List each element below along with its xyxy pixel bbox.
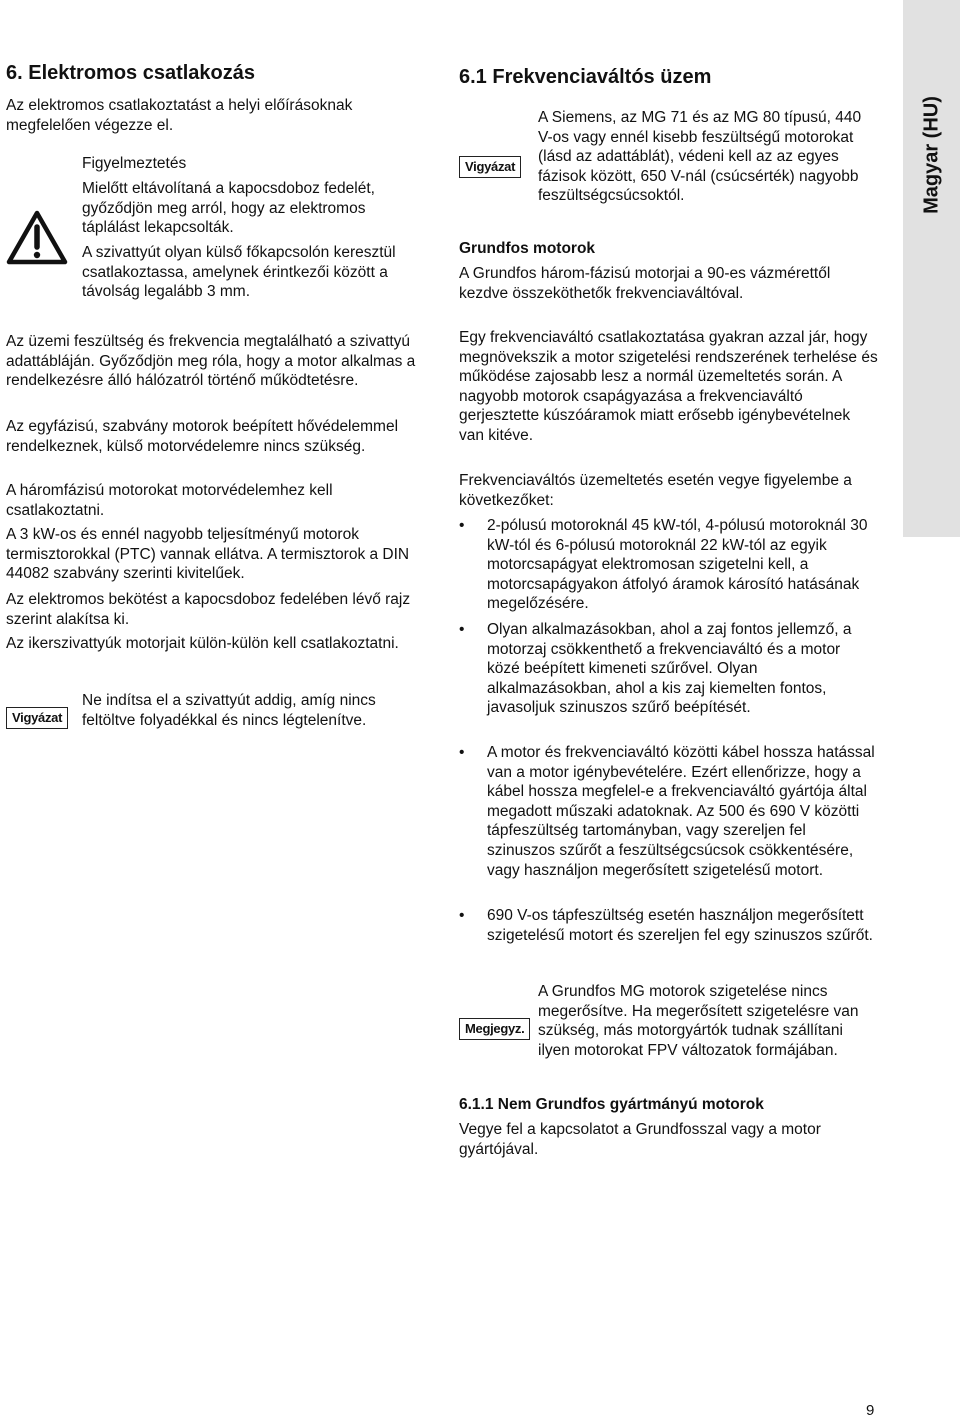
paragraph-twin-pump: Az ikerszivattyúk motorjait külön-külön kell csatlakoztatni. [6, 635, 399, 652]
warning-triangle-icon [6, 210, 68, 266]
intro-paragraph: Az elektromos csatlakoztatást a helyi előírásoknak megfelelően végezze el. [6, 97, 353, 134]
caution-tag-vfd: Vigyázat [459, 156, 521, 178]
paragraph-voltage: Az üzemi feszültség és frekvencia megtalálható a szivattyú adattábláján. Győződjön meg róla, hogy a motor alkalmas a rendelkezésre álló hálózatról történő működtetésre. [6, 333, 416, 390]
paragraph-contact: Vegye fel a kapcsolatot a Grundfosszal vagy a motor gyártójával. [459, 1121, 821, 1158]
page-number: 9 [866, 1402, 875, 1419]
caution-text: Ne indítsa el a szivattyút addig, amíg nincs feltöltve folyadékkal és nincs légtelenítve. [82, 692, 376, 729]
list-item-text: 690 V-os tápfeszültség esetén használjon megerősített szigetelésű motort és szereljen fel egy szinuszos szűrőt. [487, 907, 873, 944]
section-heading-6-1: 6.1 Frekvenciaváltós üzem [459, 66, 712, 88]
paragraph-three-phase: A háromfázisú motorokat motorvédelemhez kell csatlakoztatni. [6, 482, 333, 519]
bullet-dot: • [459, 907, 465, 924]
list-item-text: A motor és frekvenciaváltó közötti kábel hossza hatással van a motor igénybevételére. Ezért ellenőrizze, hogy a kábel hossza megfelel-e a frekvenciaváltó gyártója által megadott műszaki adatoknak. Az 500 és 690 V közötti tápfeszültség tartományban, vagy szereljen fel szinuszos szűrőt a feszültségcsúcsok csökkentésére, vagy használjon megerősített szigetelésű motort. [487, 744, 875, 879]
list-item-text: Olyan alkalmazásokban, ahol a zaj fontos jellemző, a motorzaj csökkenthető a frekvenciaváltó és a motor közé beépített kimeneti szűrővel. Olyan alkalmazásokban, ahol a kis zaj kiemelten fontos, javasoljuk szinuszos szűrő beépítését. [487, 621, 852, 717]
warning-text-1: Mielőtt eltávolítaná a kapocsdoboz fedelét, győződjön meg arról, hogy az elektromos táplálást lekapcsolták. [82, 180, 375, 237]
list-item-text: 2-pólusú motoroknál 45 kW-tól, 4-pólusú motoroknál 30 kW-tól és 6-pólusú motoroknál 22 kW-tól az egyik motorcsapágyat elektromosan szigetelni kell, a motorcsapágyakon átfolyó áramok károsító hatásának megelőzésére. [487, 517, 868, 613]
paragraph-consider: Frekvenciaváltós üzemeltetés esetén vegye figyelembe a következőket: [459, 472, 852, 509]
bullet-dot: • [459, 517, 465, 534]
bullet-dot: • [459, 744, 465, 761]
grundfos-motors-heading: Grundfos motorok [459, 240, 596, 257]
paragraph-thermistor: A 3 kW-os és ennél nagyobb teljesítményű motorok termisztorokkal (PTC) vannak ellátva. A termisztorok a DIN 44082 szabvány szerinti kivitelűek. [6, 526, 410, 583]
language-tab-label: Magyar (HU) [920, 96, 942, 214]
paragraph-grundfos-three-phase: A Grundfos három-fázisú motorjai a 90-es vázmérettől kezdve összeköthetők frekvenciaváltóval. [459, 265, 831, 302]
note-tag: Megjegyz. [459, 1018, 530, 1040]
language-side-tab [903, 0, 960, 537]
warning-text-2: A szivattyút olyan külső főkapcsolón keresztül csatlakoztassa, amelynek érintkezői között a távolság legalább 3 mm. [82, 244, 396, 301]
caution-text-vfd: A Siemens, az MG 71 és az MG 80 típusú, 440 V-os vagy ennél kisebb feszültségű motorokat (lásd az adattáblát), védeni kell az az egyes fázisok között, 650 V-nál (csúcsérték) nagyobb feszültségcsúcsoktól. [538, 109, 862, 205]
paragraph-single-phase: Az egyfázisú, szabvány motorok beépített hővédelemmel rendelkeznek, külső motorvédelemre nincs szükség. [6, 418, 399, 455]
section-heading-6: 6. Elektromos csatlakozás [6, 62, 256, 84]
caution-tag: Vigyázat [6, 707, 68, 729]
section-heading-6-1-1: 6.1.1 Nem Grundfos gyártmányú motorok [459, 1096, 764, 1113]
bullet-dot: • [459, 621, 465, 638]
note-text: A Grundfos MG motorok szigetelése nincs megerősítve. Ha megerősített szigetelésre van szükség, más motorgyártók tudnak szállítani ilyen motorokat FPV változatok formájában. [538, 983, 859, 1059]
paragraph-vfd-load: Egy frekvenciaváltó csatlakoztatása gyakran azzal jár, hogy megnövekszik a motor szigetelési rendszerének terhelése és működése zajosabb lesz a normál üzemeltetés során. A nagyobb motorok csapágyazása a frekvenciaváltó gerjesztette kúszóáramok miatt erősebb igénybevételnek van kitéve. [459, 329, 878, 444]
paragraph-wiring: Az elektromos bekötést a kapocsdoboz fedelében lévő rajz szerint alakítsa ki. [6, 591, 411, 628]
warning-title: Figyelmeztetés [82, 155, 187, 172]
